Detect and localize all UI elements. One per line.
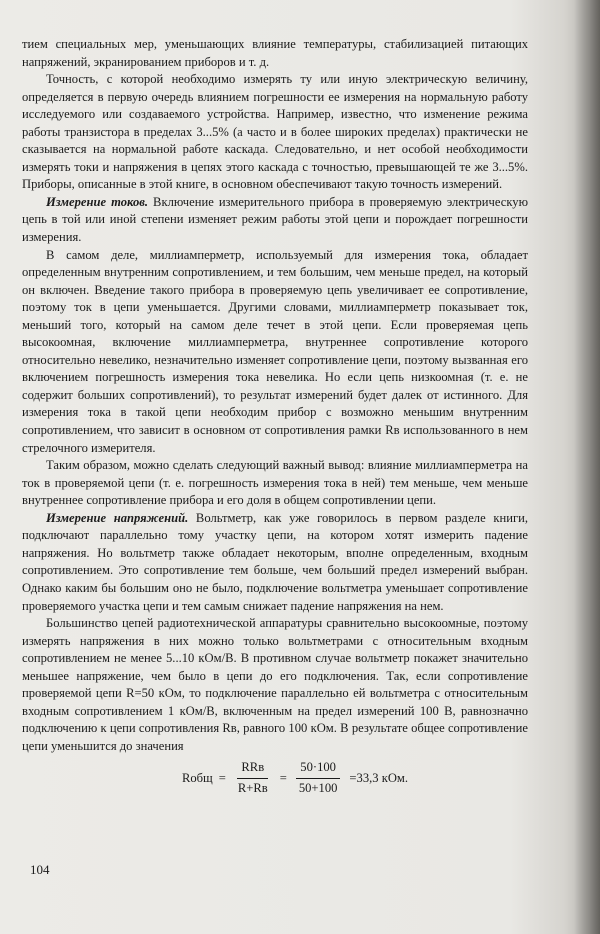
paragraph-accuracy: Точность, с которой необходимо измерять ту или иную электрическую величину, определяется в первую очередь влиянием погрешности ее измерения на нормальную работу исследуемого или создаваемого устройства. Например, известно, что изменение режима работы транзистора в пределах 3...5% (а часто и в более широких пределах) практически не сказывается на нормальной работе каскада. Следовательно, и нет особой необходимости измерять токи и напряжения в цепях этого каскада с точностью, превышающей те же 3...5%. Приборы, описанные в этой книге, в основном обеспечивают такую точность измерений. xyxy=(22,72,528,192)
fraction-denominator: 50+100 xyxy=(298,780,338,795)
paragraph-conclusion: Таким образом, можно сделать следующий важный вывод: влияние миллиамперметра на ток в проверяемой цепи (т. е. погрешность измерения тока в ней) тем меньше, чем меньше внутреннее сопротивление прибора и его доля в общем сопротивлении цепи. xyxy=(22,458,528,508)
paragraph-continuation: тием специальных мер, уменьшающих влияние температуры, стабилизацией питающих напряжений, экранированием приборов и т. д. xyxy=(22,37,528,69)
paragraph-voltage-measurement xyxy=(22,510,528,615)
paragraph-voltage-text: Вольтметр, как уже говорилось в первом разделе книги, подключают параллельно тому участку цепи, на котором хотят измерить падение напряжения. Но вольтметр также обладает некоторым, вполне определенным, входным сопротивлением. Это сопротивление тем больше, чем больший предел измерений выбран. Однако каким бы большим оно не было, подключение вольтметра уменьшает сопротивление проверяемого участка цепи и тем самым снижает падение напряжения на нем. xyxy=(22,510,528,613)
fraction-numerator: 50·100 xyxy=(296,759,340,779)
formula-fraction-numeric xyxy=(293,759,344,797)
formula-lhs: Rобщ xyxy=(181,770,213,785)
paragraph-current-text: Включение измерительного прибора в проверяемую электрическую цепь в той или иной степени изменяет режим работы этой цепи и порождает погрешности измерения. xyxy=(22,194,529,245)
formula-equals: = xyxy=(279,770,287,785)
section-heading-current: Измерение токов. xyxy=(46,194,149,209)
page-number: 104 xyxy=(30,862,50,877)
page-gutter-shadow xyxy=(574,0,600,934)
formula-equals: = xyxy=(218,770,226,785)
paragraph-radio-circuits: Большинство цепей радиотехнической аппаратуры сравнительно высокоомные, поэтому измерять напряжения в них можно только вольтметрами с относительным входным сопротивлением не менее 5...10 кОм/В. В противном случае вольтметр покажет значительно меньшее напряжение, чем было в цепи до его подключения. Так, если сопротивление проверяемой цепи R=50 кОм, то подключение параллельно ей вольтметра с относительным входным сопротивлением 1 кОм/В, включенным на предел измерений 100 В, равнозначно подключению к цепи сопротивления Rв, равного 100 кОм. В результате общее сопротивление цепи уменьшится до значения xyxy=(22,616,528,753)
fraction-numerator: RRв xyxy=(237,759,268,779)
formula-total-resistance xyxy=(62,759,528,797)
section-heading-voltage: Измерение напряжений. xyxy=(46,510,189,525)
body-text xyxy=(22,36,528,798)
paragraph-milliammeter: В самом деле, миллиамперметр, используемый для измерения тока, обладает определенным внутренним сопротивлением, и тем большим, чем меньше предел, на который он включен. Введение такого прибора в проверяемую цепь увеличивает ее сопротивление, поэтому ток в цепи уменьшается. Другими словами, миллиамперметр показывает ток, меньший того, который на самом деле течет в этой цепи. Если проверяемая цепь высокоомная, включение миллиамперметра, внутреннее сопротивление которого относительно невелико, незначительно изменяет сопротивление цепи, поэтому вызванная его включением погрешность измерения тока невелика. Но если цепь низкоомная (т. е. не содержит больших сопротивлений), то результат измерений будет далек от истинного. Для измерения тока в такой цепи необходим прибор с возможно меньшим внутренним сопротивлением, что зависит в основном от сопротивления рамки Rв использованного в нем стрелочного измерителя. xyxy=(22,247,528,455)
formula-result: =33,3 кОм. xyxy=(349,770,409,785)
fraction-denominator: R+Rв xyxy=(237,780,268,795)
formula-fraction-symbolic xyxy=(232,759,274,797)
paragraph-current-measurement xyxy=(22,194,528,247)
